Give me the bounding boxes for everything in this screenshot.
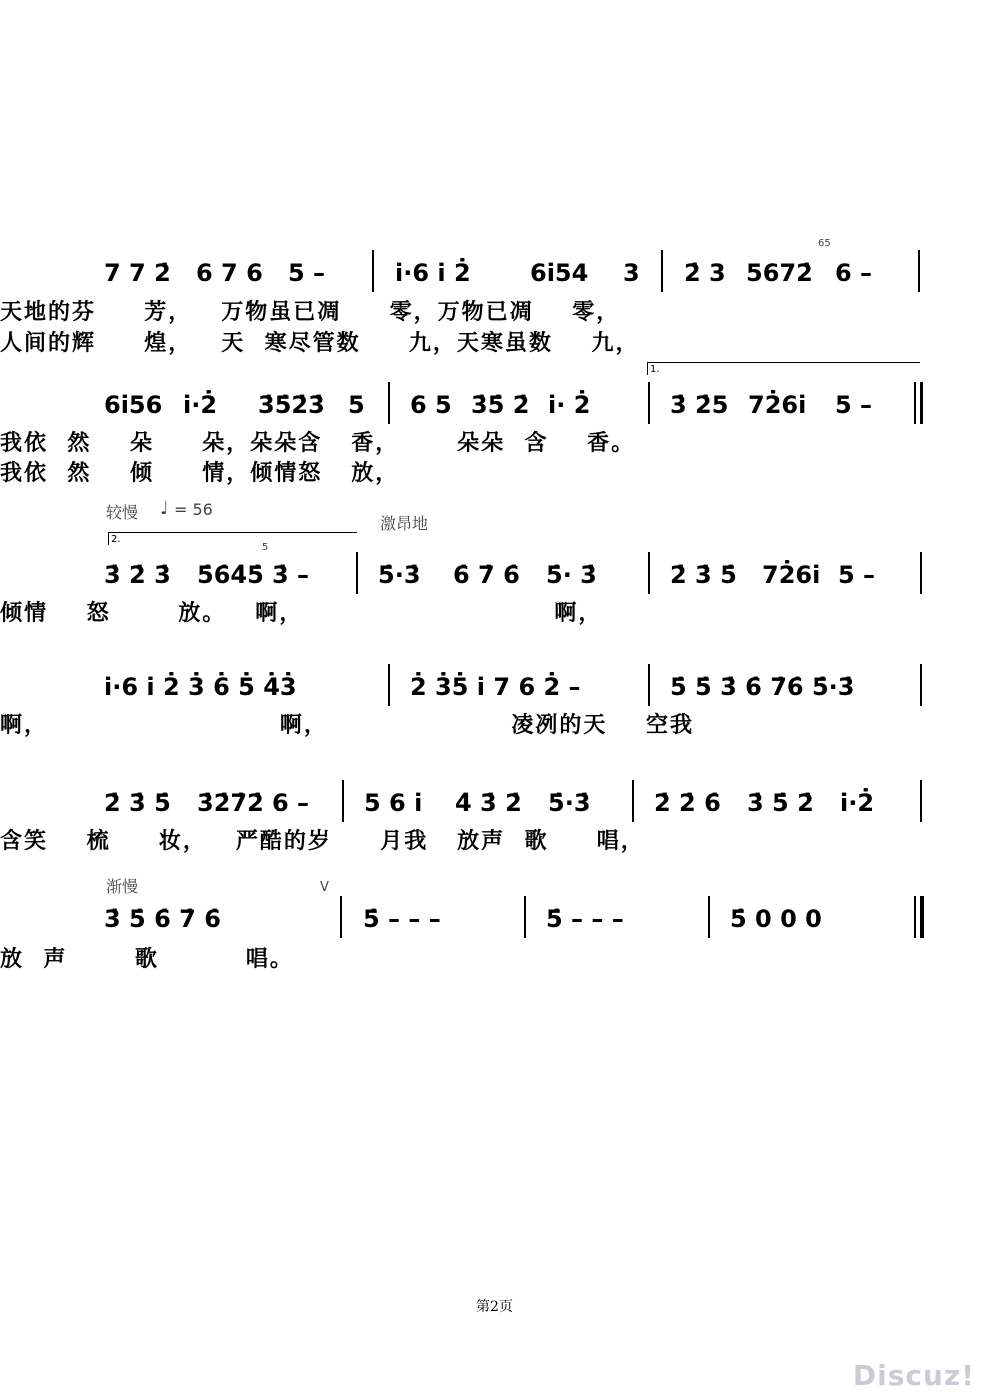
note-group: 6 5 — [410, 391, 452, 419]
note-group: 3̇ 2̇ 3̇ — [104, 561, 171, 589]
bar-line — [388, 664, 390, 706]
bar-line — [388, 382, 390, 424]
lyric-verse-2: 人间的辉 煌， 天 寒尽管数 九，天寒虽数 九， — [0, 330, 640, 356]
note-group: 2̇ 3 — [684, 259, 726, 287]
note-group: i̇·6 i̇ 2̇ 3̇ 6̇ 5̇ 4̇3̇ — [104, 673, 297, 701]
note-group: 6 – — [272, 789, 310, 817]
note-group: 2̇ 2̇ 6̇ — [654, 789, 721, 817]
note-group: 6i̇56 — [104, 391, 163, 419]
lyric-line: 啊， 啊， 凌冽的天 空我 — [0, 712, 694, 738]
note-group: 7 7 2̇ — [104, 259, 171, 287]
lyric-line: 倾情 怒 放。 啊， 啊， — [0, 600, 603, 626]
volta-label-2: 2. — [111, 534, 121, 545]
final-bar-line-thick — [920, 896, 924, 938]
note-group: 3̇5̇2̇3̇ — [258, 391, 325, 419]
note-group: 72̇6i̇ — [762, 561, 821, 589]
note-group: 5672̇ — [746, 259, 813, 287]
note-group: 6i̇54 — [530, 259, 589, 287]
note-group: 5 – — [835, 391, 873, 419]
note-group: 5̇ 0 0 0 — [730, 905, 822, 933]
bar-line — [920, 664, 922, 706]
bar-line — [648, 664, 650, 706]
notes-line-2 — [0, 382, 989, 422]
expression-marking: 激昂地 — [380, 514, 429, 533]
watermark-logo: Discuz! — [852, 1359, 975, 1392]
tempo-value: = 56 — [174, 500, 213, 519]
note-group: 5 – — [838, 561, 876, 589]
notes-line-4 — [0, 664, 989, 704]
final-bar-line — [914, 896, 916, 938]
notes-line-3 — [0, 542, 989, 592]
note-group: 5̇ – – – — [363, 905, 441, 933]
repeat-bar-line-thick — [920, 382, 923, 424]
note-group: 6̇ 7̇ 6̇ — [453, 561, 520, 589]
note-group: 4̇ 3̇ 2̇ — [455, 789, 522, 817]
note-group: 2̇ 3̇ 5̇ — [104, 789, 171, 817]
lyric-verse-2: 我依 然 倾 情，倾情怒 放， — [0, 460, 400, 486]
bar-line — [340, 896, 342, 938]
note-group: 3̇ 5̇ 6̇ 7̇ 6̇ — [104, 905, 221, 933]
bar-line — [708, 896, 710, 938]
note-group: 5 6 i̇ — [364, 789, 423, 817]
note-group: i̇·2̇ — [840, 789, 875, 817]
note-group: 5 — [348, 391, 365, 419]
bar-line — [918, 250, 920, 292]
note-group: 5̇·3̇ — [548, 789, 591, 817]
note-group: 2̇ 3̇ 5̇ — [670, 561, 737, 589]
note-group: 3̇5̇ 2̇ — [471, 391, 530, 419]
notes-line-6 — [0, 896, 989, 936]
repeat-bar-line — [914, 382, 916, 424]
note-group: 6 – — [835, 259, 873, 287]
lyric-verse-1: 我依 然 朵 朵，朵朵含 香， 朵朵 含 香。 — [0, 430, 636, 456]
note-group: 5 – — [288, 259, 326, 287]
note-group: 5̇6̇4̇5̇ — [197, 561, 264, 589]
note-group: 6 7 6 — [196, 259, 263, 287]
note-group: 3̇ 5̇ 2̇ — [747, 789, 814, 817]
note-group: 5̇ – – – — [546, 905, 624, 933]
bar-line — [648, 552, 650, 594]
bar-line — [648, 382, 650, 424]
note-group: 5̇·3̇ — [378, 561, 421, 589]
note-group: 72̇6i̇ — [748, 391, 807, 419]
note-group: 5̇· 3̇ — [546, 561, 597, 589]
quarter-note-icon: ♩ — [160, 498, 169, 519]
lyric-line: 含笑 梳 妆， 严酷的岁 月我 放声 歌 唱， — [0, 828, 645, 854]
note-group: 3 — [623, 259, 640, 287]
bar-line — [372, 250, 374, 292]
bar-line — [632, 780, 634, 822]
bar-line — [342, 780, 344, 822]
tempo-text: 较慢 — [106, 503, 139, 522]
note-group: i̇· 2̇ — [548, 391, 591, 419]
lyric-line: 放 声 歌 唱。 — [0, 946, 294, 972]
notes-line-1 — [0, 238, 989, 290]
note-group: 2̇ 3̇5̇ i̇ 7 6 2̇ – — [410, 673, 581, 701]
bar-line — [524, 896, 526, 938]
note-group: 3̇ 2̇5 — [670, 391, 729, 419]
bar-line — [661, 250, 663, 292]
bar-line — [920, 780, 922, 822]
note-group: i̇·6 i̇ 2̇ — [395, 259, 471, 287]
lyric-verse-1: 天地的芬 芳， 万物虽已凋 零，万物已凋 零， — [0, 299, 621, 325]
note-group: i̇·2̇ — [183, 391, 218, 419]
grace-note: 5 — [262, 542, 269, 553]
bar-line — [356, 552, 358, 594]
note-group: 3̇2̇7̇2̇ — [197, 789, 264, 817]
bar-line — [920, 552, 922, 594]
grace-note: 65 — [818, 238, 831, 249]
note-group: 5̇ 5̇ 3̇ 6̇ 7̇6̇ 5̇·3̇ — [670, 673, 855, 701]
expression-marking: 渐慢 — [106, 877, 139, 896]
page-number: 第2页 — [476, 1299, 513, 1315]
volta-bracket-1 — [647, 362, 920, 375]
notes-line-5 — [0, 780, 989, 820]
volta-label-1: 1. — [650, 364, 660, 375]
breath-mark: V — [320, 880, 329, 895]
volta-bracket-2 — [108, 532, 357, 545]
note-group: 3̇ – — [272, 561, 310, 589]
